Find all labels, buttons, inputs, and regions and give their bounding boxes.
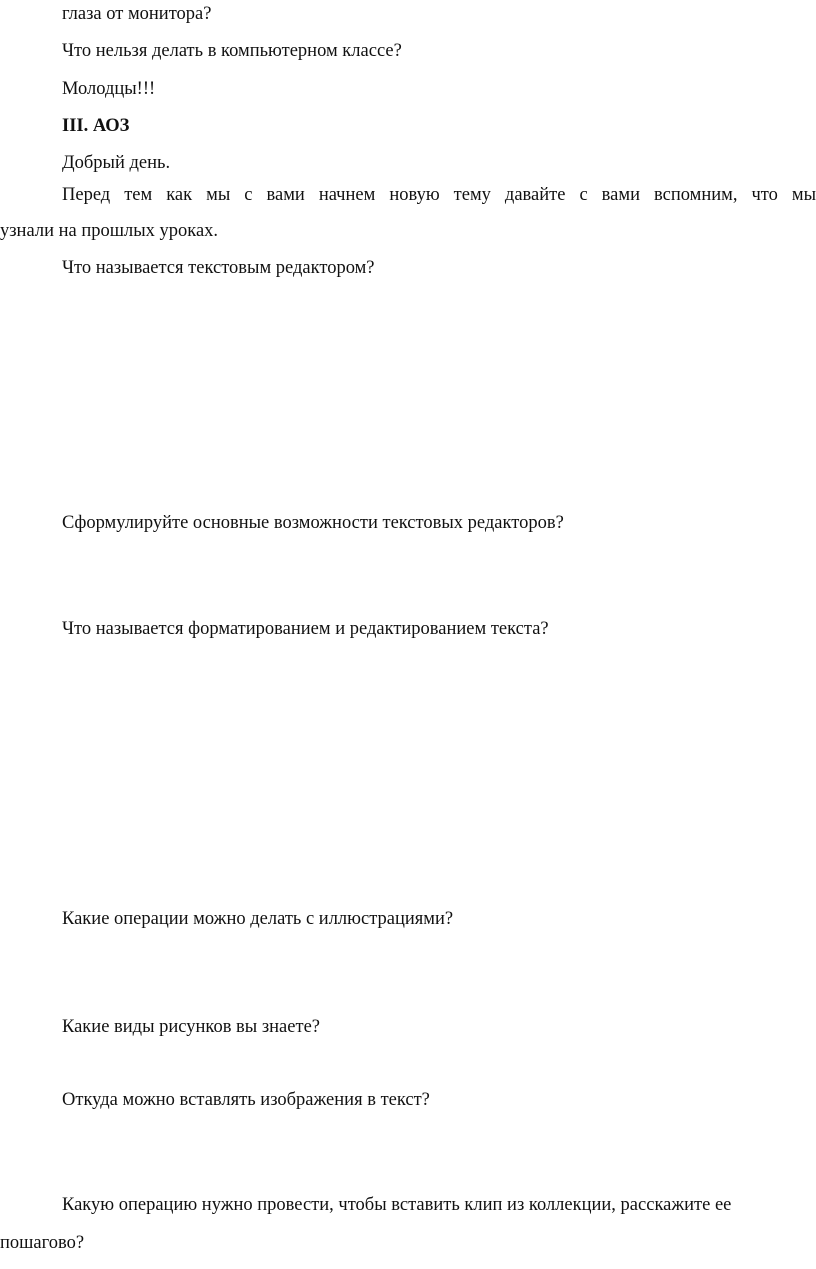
paragraph-intro-line-1: Перед тем как мы с вами начнем новую тему давайте с вами вспомним, что мы: [62, 186, 816, 205]
question-insert-clip-line-2: пошагово?: [0, 1233, 85, 1253]
question-image-sources: Откуда можно вставлять изображения в текст?: [62, 1090, 430, 1110]
paragraph-intro-line-2: узнали на прошлых уроках.: [0, 221, 219, 241]
question-editor-capabilities: Сформулируйте основные возможности текстовых редакторов?: [62, 513, 564, 533]
section-heading: III. АОЗ: [62, 116, 130, 136]
text-line-eyes-monitor: глаза от монитора?: [62, 4, 212, 24]
text-line-greeting: Добрый день.: [62, 153, 171, 173]
text-line-well-done: Молодцы!!!: [62, 79, 156, 99]
question-text-editor: Что называется текстовым редактором?: [62, 258, 375, 278]
question-illustration-operations: Какие операции можно делать с иллюстрациями?: [62, 909, 454, 929]
question-insert-clip-line-1: Какую операцию нужно провести, чтобы вставить клип из коллекции, расскажите ее: [62, 1195, 732, 1215]
question-formatting-editing: Что называется форматированием и редактированием текста?: [62, 619, 549, 639]
question-picture-types: Какие виды рисунков вы знаете?: [62, 1017, 320, 1037]
text-line-computer-class: Что нельзя делать в компьютерном классе?: [62, 41, 402, 61]
